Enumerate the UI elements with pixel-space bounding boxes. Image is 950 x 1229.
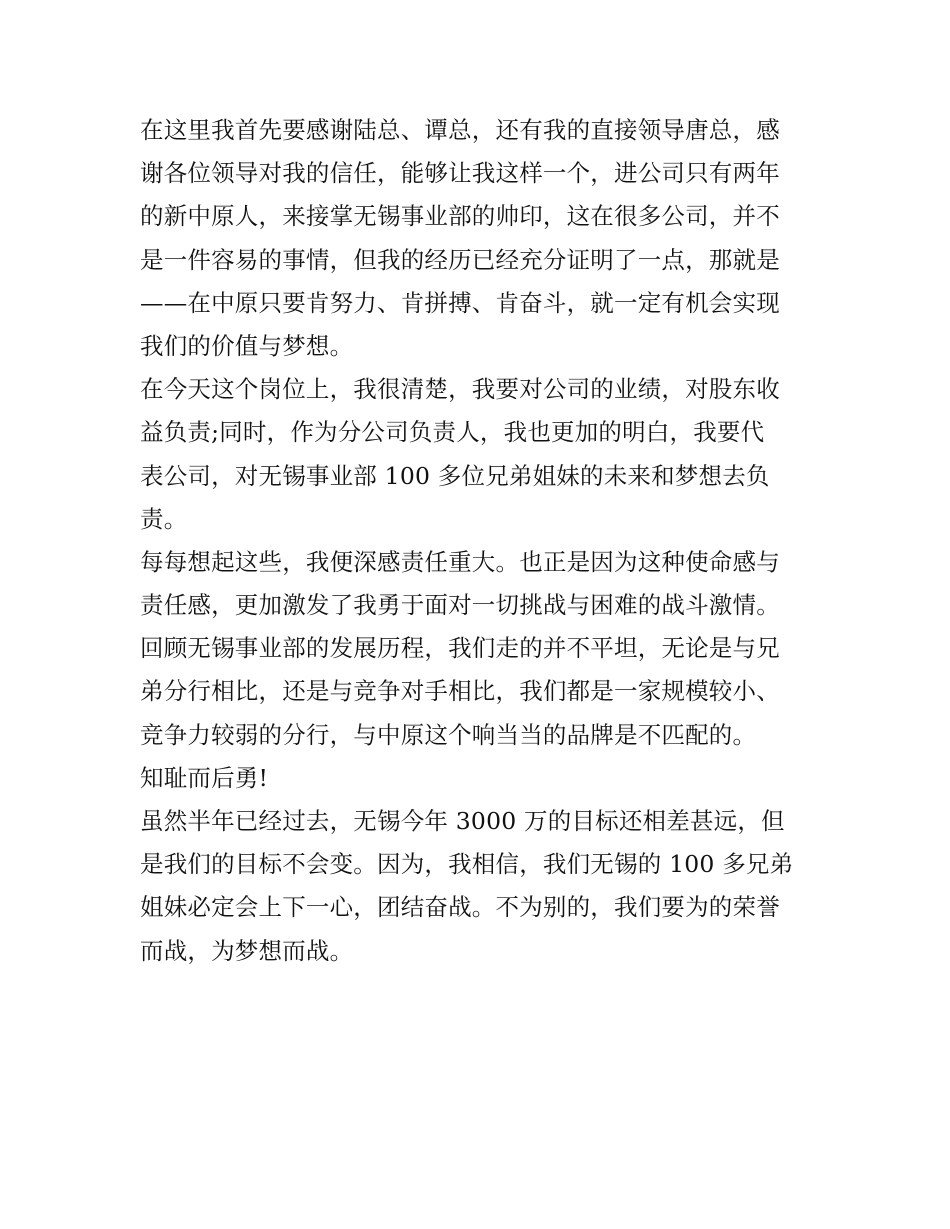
text-line: 而战，为梦想而战。 [140,936,354,965]
text-line: 的新中原人，来接掌无锡事业部的帅印，这在很多公司，并不 [140,202,780,231]
text-line: 责任感，更加激发了我勇于面对一切挑战与困难的战斗激情。 [140,591,780,620]
text-line: 每每想起这些，我便深感责任重大。也正是因为这种使命感与 [140,547,780,576]
text-line: ——在中原只要肯努力、肯拼搏、肯奋斗，就一定有机会实现 [140,288,780,317]
text-line: 姐妹必定会上下一心，团结奋战。不为别的，我们要为的荣誉 [140,893,780,922]
text-line: 是一件容易的事情，但我的经历已经充分证明了一点，那就是 [140,245,780,274]
text-line: 竞争力较弱的分行，与中原这个响当当的品牌是不匹配的。 [140,720,757,749]
text-line: 表公司，对无锡事业部 100 多位兄弟姐妹的未来和梦想去负 [140,461,770,490]
text-line: 我们的价值与梦想。 [140,331,354,360]
text-line: 弟分行相比，还是与竞争对手相比，我们都是一家规模较小、 [140,677,780,706]
text-line: 回顾无锡事业部的发展历程，我们走的并不平坦，无论是与兄 [140,634,780,663]
text-line: 虽然半年已经过去，无锡今年 3000 万的目标还相差甚远，但 [140,807,785,835]
text-line: 在今天这个岗位上，我很清楚，我要对公司的业绩，对股东收 [140,375,780,404]
text-line: 责。 [140,504,188,533]
text-line: 谢各位领导对我的信任，能够让我这样一个，进公司只有两年 [140,159,780,188]
text-line: 益负责;同时，作为分公司负责人，我也更加的明白，我要代 [140,418,765,447]
text-line: 在这里我首先要感谢陆总、谭总，还有我的直接领导唐总，感 [140,116,780,144]
text-line: 是我们的目标不会变。因为，我相信，我们无锡的 100 多兄弟 [140,850,794,879]
document-body [140,109,820,973]
text-line: 知耻而后勇! [140,763,269,792]
